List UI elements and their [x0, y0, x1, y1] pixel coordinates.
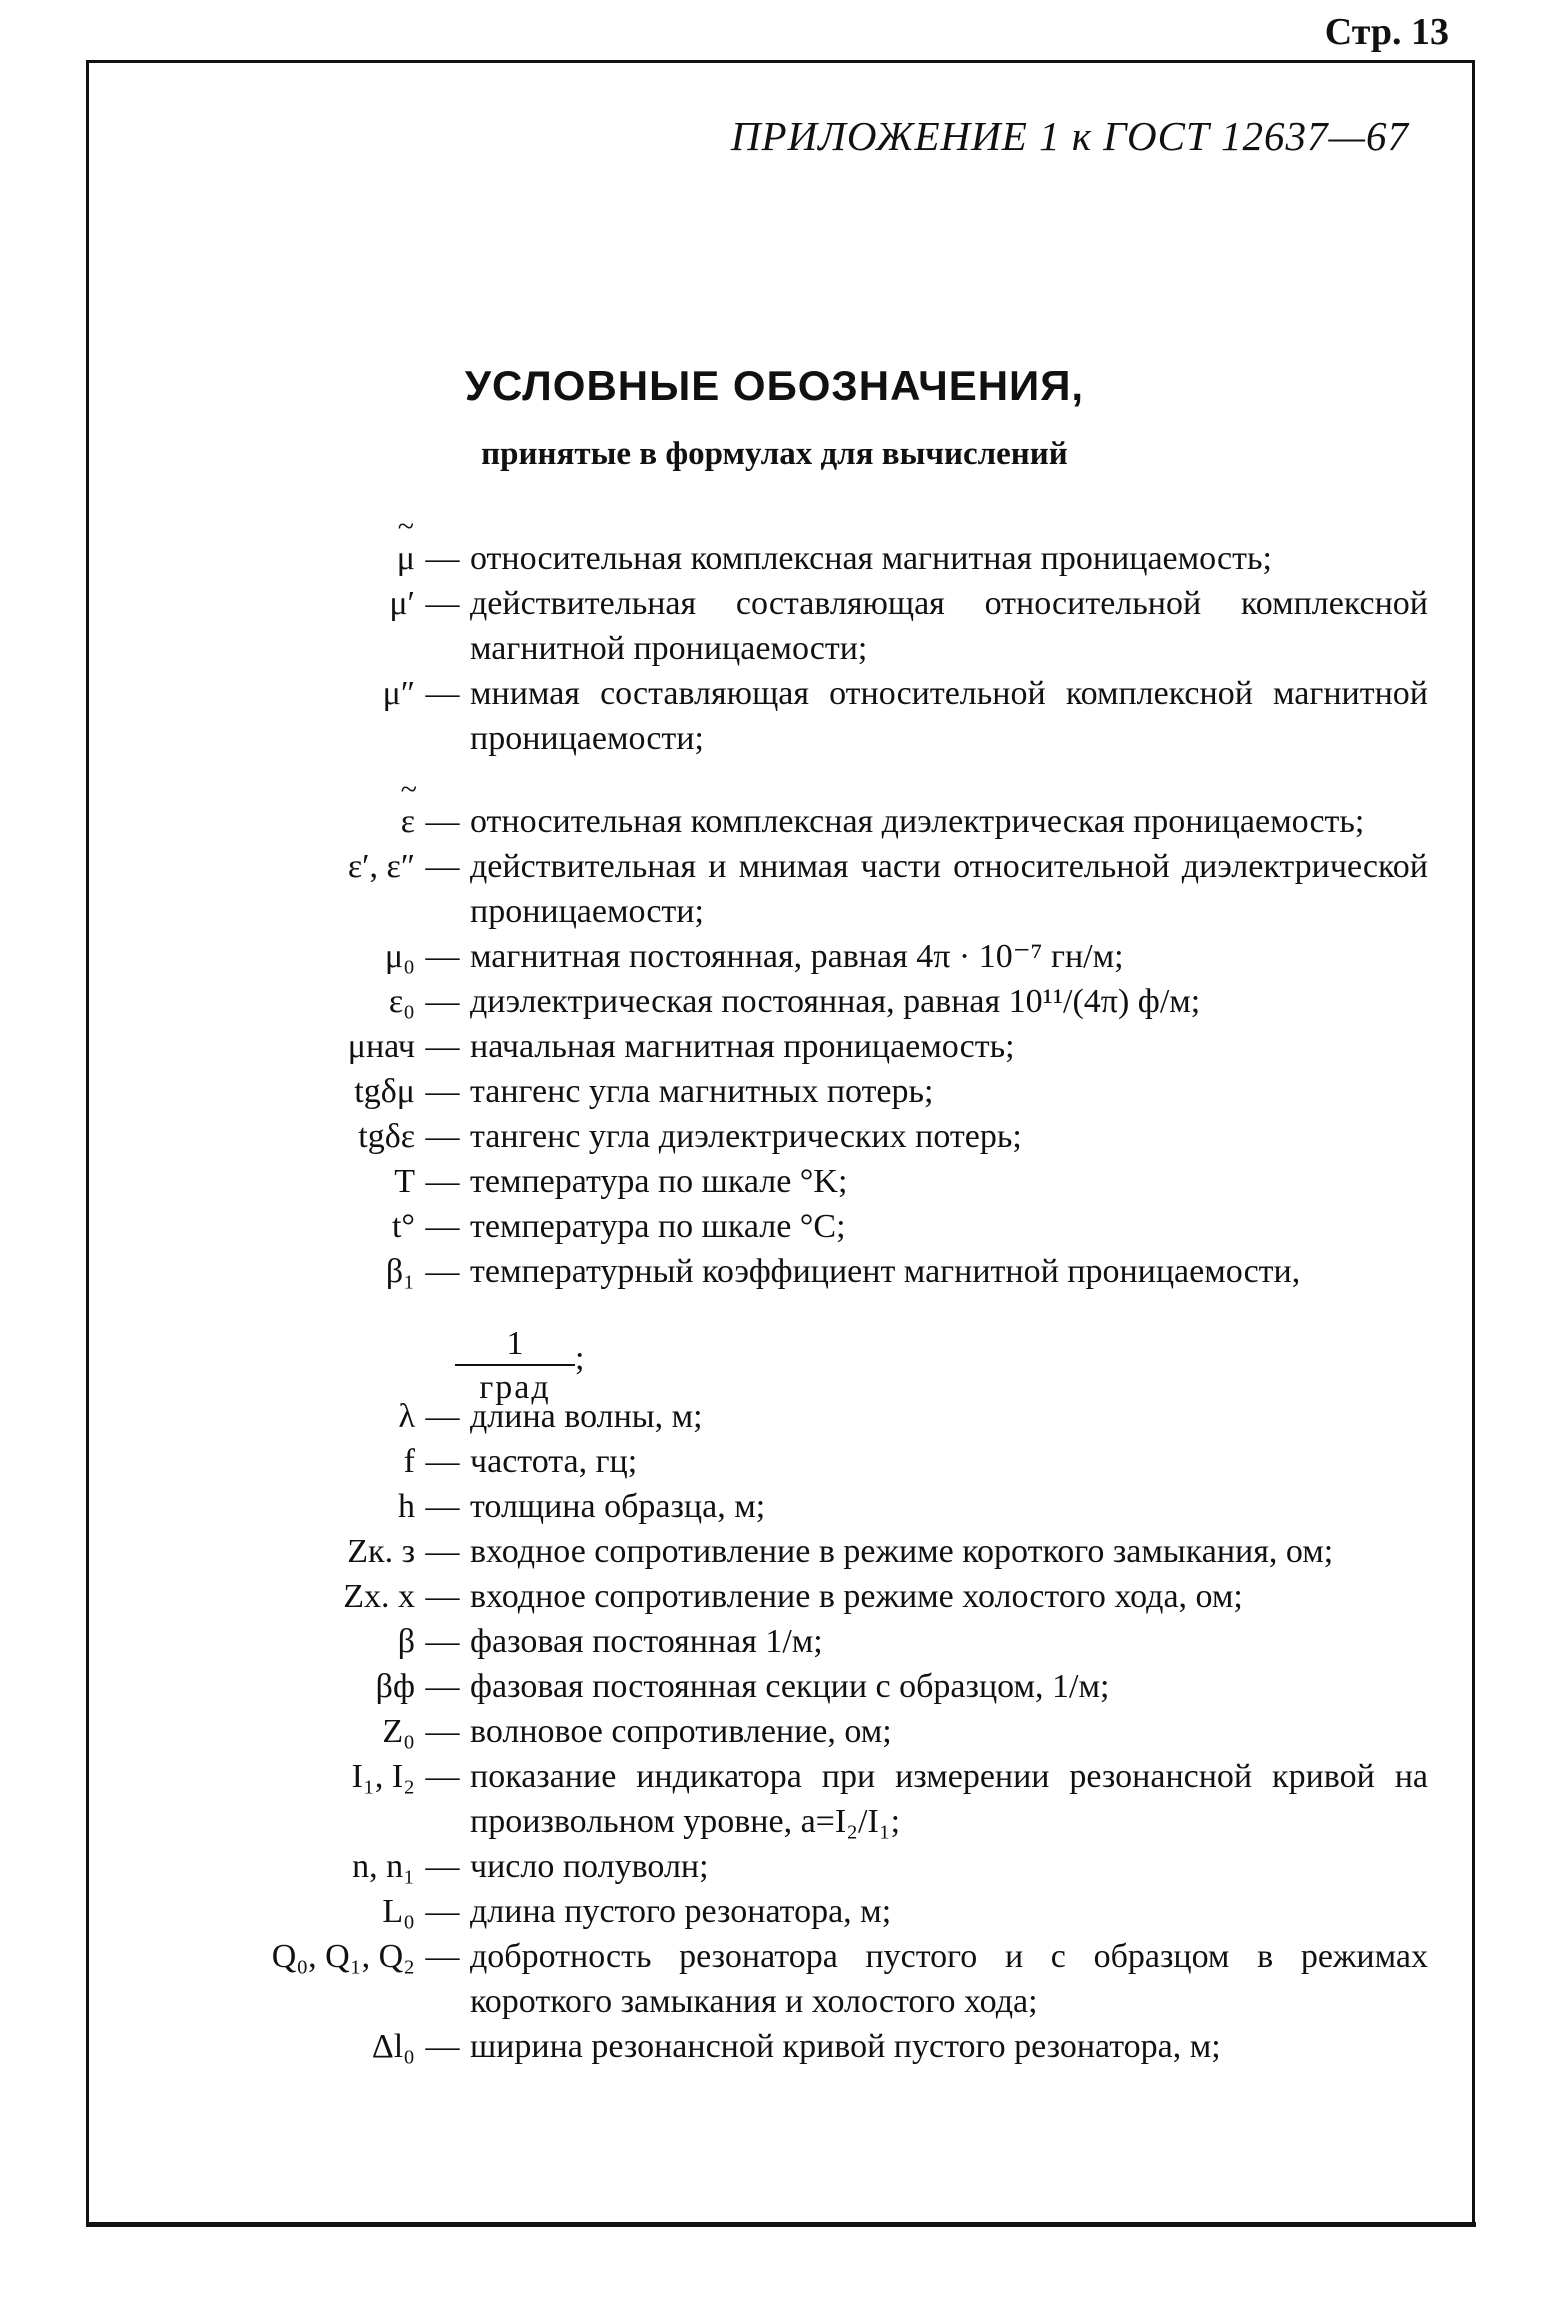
entry-description: относительная комплексная магнитная проницаемость; — [470, 540, 1272, 577]
entry-description: добротность резонатора пустого и с образцом в режимах короткого замыкания и холостого хода; — [470, 1938, 1428, 2020]
list-item — [0, 844, 1549, 934]
document-subtitle: принятые в формулах для вычислений — [481, 436, 1068, 472]
entry-description: волновое сопротивление, ом; — [470, 1713, 892, 1750]
entry-description: ширина резонансной кривой пустого резонатора, м; — [470, 2028, 1221, 2065]
entry-description: диэлектрическая постоянная, равная 10¹¹/(4π) ф/м; — [470, 983, 1201, 1020]
list-item — [0, 1439, 1549, 1484]
list-item — [0, 581, 1549, 671]
entry-dash: — — [425, 1443, 460, 1480]
entry-dash: — — [425, 938, 460, 975]
entry-symbol: βф — [375, 1668, 415, 1705]
list-item — [0, 1709, 1549, 1754]
list-item — [0, 1529, 1549, 1574]
entry-symbol: ε₀ — [388, 983, 415, 1020]
list-item — [0, 1114, 1549, 1159]
entry-dash: — — [425, 1578, 460, 1615]
list-item — [0, 2024, 1549, 2069]
entry-dash: — — [425, 1028, 460, 1065]
appendix-heading: ПРИЛОЖЕНИЕ 1 к ГОСТ 12637—67 — [730, 113, 1409, 159]
entry-dash: — — [425, 1118, 460, 1155]
entry-description: длина волны, м; — [470, 1398, 703, 1435]
entry-description: частота, гц; — [470, 1443, 638, 1480]
entry-dash: — — [425, 1893, 460, 1930]
entry-dash: — — [425, 1208, 460, 1245]
entry-description: фазовая постоянная 1/м; — [470, 1623, 823, 1660]
unit-fraction — [445, 1324, 585, 1410]
entry-symbol: t° — [391, 1208, 415, 1245]
list-item — [0, 536, 1549, 581]
entry-symbol: L₀ — [382, 1893, 415, 1930]
entry-symbol: λ — [398, 1398, 415, 1435]
entry-dash: — — [425, 1938, 460, 1975]
list-item — [0, 1484, 1549, 1529]
entry-description: входное сопротивление в режиме холостого хода, ом; — [470, 1578, 1243, 1615]
entry-symbol: ~ μ — [397, 536, 415, 581]
entry-dash: — — [425, 1253, 460, 1290]
entry-symbol: μ′ — [389, 585, 415, 622]
entry-symbol: ~ ε — [401, 799, 415, 844]
entry-description: входное сопротивление в режиме короткого замыкания, ом; — [470, 1533, 1334, 1570]
fraction-suffix: ; — [575, 1340, 585, 1377]
list-item — [0, 1024, 1549, 1069]
list-item — [0, 1619, 1549, 1664]
entry-description: температурный коэффициент магнитной проницаемости, — [470, 1253, 1301, 1290]
entry-symbol: Δl₀ — [371, 2028, 415, 2065]
entry-description: относительная комплексная диэлектрическая проницаемость; — [470, 803, 1365, 840]
entry-dash: — — [425, 585, 460, 622]
list-item — [0, 799, 1549, 844]
entry-dash: — — [425, 1488, 460, 1525]
entry-symbol: μ₀ — [384, 938, 415, 975]
list-item — [0, 1394, 1549, 1439]
entry-description: действительная и мнимая части относительной диэлектрической проницаемости; — [470, 848, 1428, 930]
entry-symbol: T — [394, 1163, 415, 1200]
entry-description: начальная магнитная проницаемость; — [470, 1028, 1015, 1065]
entry-symbol: I₁, I₂ — [351, 1758, 415, 1795]
entry-description: длина пустого резонатора, м; — [470, 1893, 892, 1930]
entry-symbol: n, n₁ — [352, 1848, 415, 1885]
page-frame-bottom-rule — [86, 2222, 1476, 2227]
entry-symbol: μнач — [347, 1028, 415, 1065]
entry-dash: — — [425, 1073, 460, 1110]
entry-dash: — — [425, 1533, 460, 1570]
entry-symbol: Zк. з — [347, 1533, 415, 1570]
list-item — [0, 1754, 1549, 1844]
entry-dash: — — [425, 1758, 460, 1795]
list-item — [0, 1889, 1549, 1934]
symbols-list — [0, 506, 1549, 2069]
entry-symbol: ε′, ε″ — [347, 848, 415, 885]
entry-dash: — — [425, 2028, 460, 2065]
entry-description: мнимая составляющая относительной комплексной магнитной проницаемости; — [470, 675, 1428, 757]
entry-description: толщина образца, м; — [470, 1488, 766, 1525]
entry-symbol: Z₀ — [382, 1713, 415, 1750]
document-title: УСЛОВНЫЕ ОБОЗНАЧЕНИЯ, — [464, 362, 1085, 409]
list-item — [0, 1844, 1549, 1889]
fraction-numerator: 1 — [506, 1325, 524, 1362]
entry-dash: — — [425, 540, 460, 577]
entry-symbol: h — [398, 1488, 415, 1525]
entry-dash: — — [425, 1623, 460, 1660]
entry-dash: — — [425, 1668, 460, 1705]
entry-symbol: Zх. х — [343, 1578, 415, 1615]
entry-dash: — — [425, 1848, 460, 1885]
entry-symbol: β₁ — [385, 1253, 415, 1290]
entry-dash: — — [425, 1713, 460, 1750]
entry-description: тангенс угла магнитных потерь; — [470, 1073, 934, 1110]
list-item — [0, 1249, 1549, 1294]
entry-dash: — — [425, 675, 460, 712]
entry-dash: — — [425, 803, 460, 840]
entry-dash: — — [425, 1163, 460, 1200]
entry-symbol: f — [403, 1443, 415, 1480]
list-item — [0, 1159, 1549, 1204]
entry-description: температура по шкале °K; — [470, 1163, 848, 1200]
list-item — [0, 1069, 1549, 1114]
entry-symbol: tgδμ — [354, 1073, 415, 1110]
list-item — [0, 1204, 1549, 1249]
entry-description: тангенс угла диэлектрических потерь; — [470, 1118, 1022, 1155]
entry-description: число полуволн; — [470, 1848, 709, 1885]
entry-dash: — — [425, 1398, 460, 1435]
entry-description: магнитная постоянная, равная 4π · 10⁻⁷ гн/м; — [470, 938, 1124, 975]
entry-description: фазовая постоянная секции с образцом, 1/м; — [470, 1668, 1110, 1705]
page-number: Стр. 13 — [1324, 11, 1449, 53]
entry-symbol: tgδε — [358, 1118, 415, 1155]
list-item — [0, 934, 1549, 979]
list-item — [0, 979, 1549, 1024]
entry-dash: — — [425, 848, 460, 885]
entry-symbol: μ″ — [382, 675, 415, 712]
entry-symbol: Q₀, Q₁, Q₂ — [271, 1938, 415, 1975]
entry-description: показание индикатора при измерении резонансной кривой на произвольном уровне, a=I₂/I₁; — [470, 1758, 1428, 1840]
list-item — [0, 1934, 1549, 2024]
entry-dash: — — [425, 983, 460, 1020]
list-item — [0, 1664, 1549, 1709]
list-item — [0, 671, 1549, 761]
entry-symbol: β — [397, 1623, 415, 1660]
list-item — [0, 1574, 1549, 1619]
entry-description: температура по шкале °C; — [470, 1208, 846, 1245]
entry-description: действительная составляющая относительной комплексной магнитной проницаемости; — [470, 585, 1428, 667]
fraction-denominator: град — [479, 1369, 551, 1406]
